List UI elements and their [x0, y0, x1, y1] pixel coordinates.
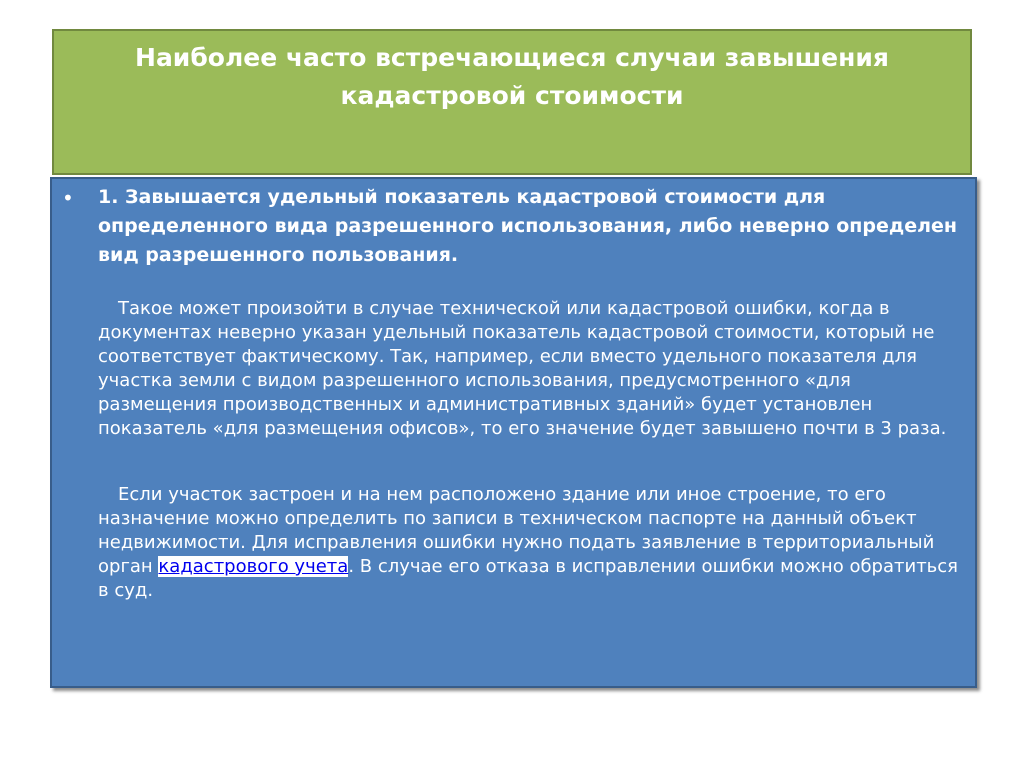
bullet-text: 1. Завышается удельный показатель кадастровой стоимости для определенного вида разрешенного использования, либо неверно определен вид разрешенного пользования. — [98, 186, 958, 266]
cadastral-registration-link[interactable]: кадастрового учета — [158, 556, 349, 577]
paragraph-technical-error: Такое может произойти в случае технической или кадастровой ошибки, когда в документах неверно указан удельный показатель кадастровой стоимости, который не соответствует фактическому. Так, например, если вместо удельного показателя для участка земли с видом разрешенного использования, предусмотренного «для размещения производственных и административных зданий» будет установлен показатель «для размещения офисов», то его значение будет завышено почти в 3 раза. — [98, 298, 947, 439]
paragraph-correction — [98, 483, 968, 603]
paragraph-text-after-link: . В случае его отказа в исправлении ошибки можно обратиться в суд. — [98, 556, 959, 601]
bullet-marker: • — [62, 186, 74, 210]
content-box — [50, 177, 977, 688]
title-box — [52, 29, 972, 175]
paragraph-text-before-link: Если участок застроен и на нем расположено здание или иное строение, то его назначение можно определить по записи в техническом паспорте на данный объект недвижимости. Для исправления ошибки нужно подать заявление в территориальный орган — [98, 484, 935, 577]
slide-title: Наиболее часто встречающиеся случаи завышения кадастровой стоимости — [135, 43, 889, 110]
